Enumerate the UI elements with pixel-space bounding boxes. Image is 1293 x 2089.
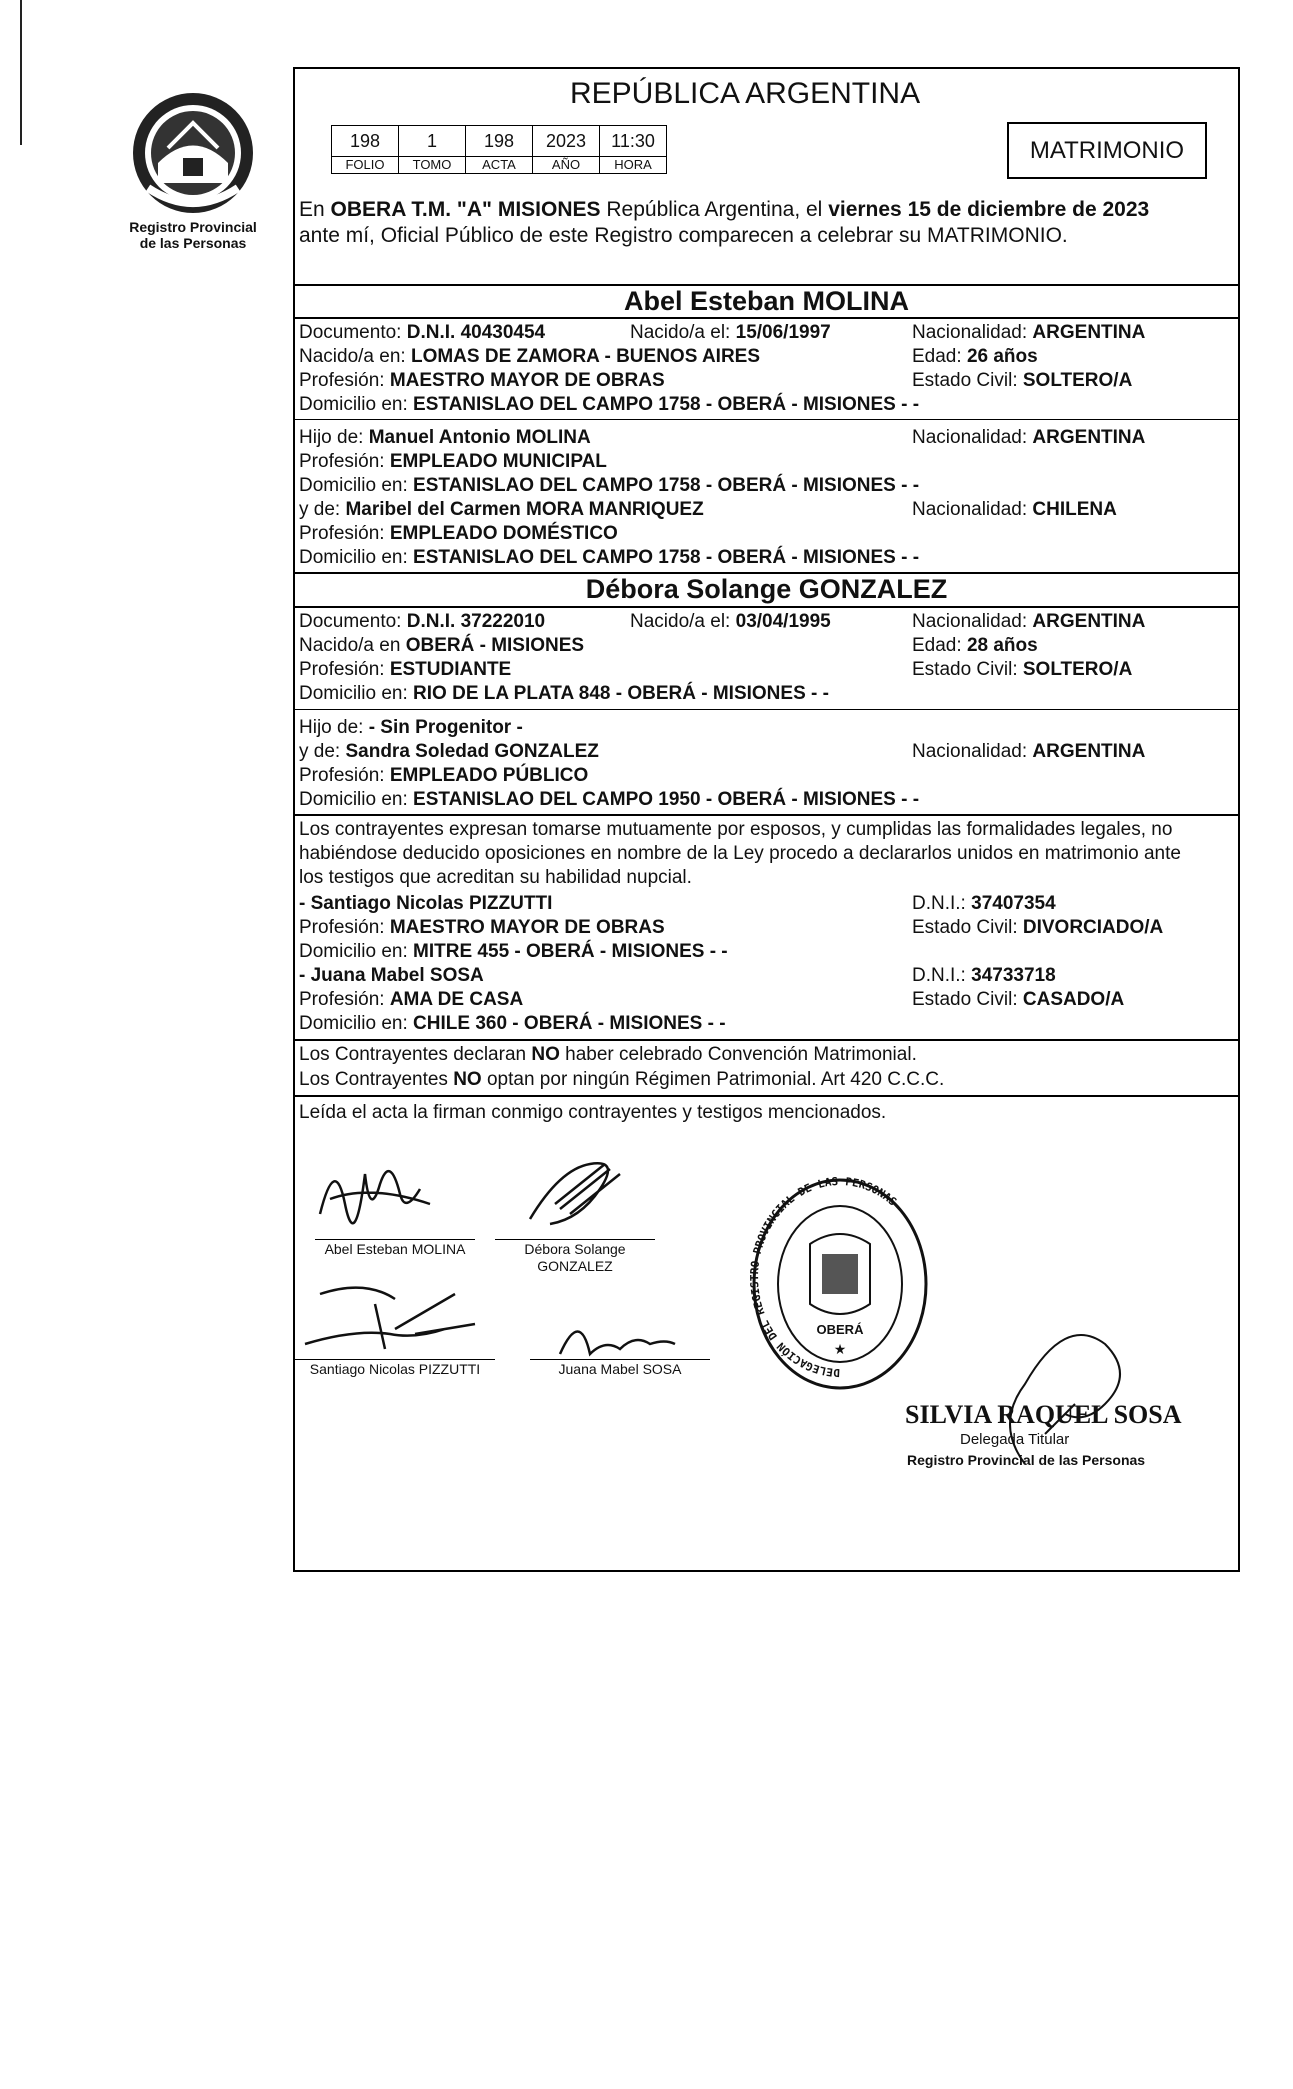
official-name: SILVIA RAQUEL SOSA [905, 1400, 1182, 1429]
witness1-dni: D.N.I.: 37407354 [912, 893, 1056, 914]
spouse1-civil: Estado Civil: SOLTERO/A [912, 370, 1133, 391]
witness2-prof: Profesión: AMA DE CASA [299, 989, 524, 1010]
spouse1-mother-dom: Domicilio en: ESTANISLAO DEL CAMPO 1758 - OBERÁ - MISIONES - - [299, 547, 920, 568]
signature-line [295, 1359, 495, 1360]
spouse1-doc: Documento: D.N.I. 40430454 [299, 322, 546, 343]
divider [295, 1095, 1238, 1097]
tomo-label: TOMO [399, 157, 466, 174]
signature-line [495, 1239, 655, 1240]
declaration-line-3: los testigos que acreditan su habilidad nupcial. [299, 867, 692, 888]
signature-label-witness1: Santiago Nicolas PIZZUTTI [309, 1361, 481, 1377]
intro-text-a: En [299, 198, 331, 221]
hora-label: HORA [600, 157, 667, 174]
folio-label: FOLIO [332, 157, 399, 174]
spouse2-birthplace: Nacido/a en OBERÁ - MISIONES [299, 635, 585, 656]
spouse2-mother: y de: Sandra Soledad GONZALEZ [299, 741, 599, 762]
registry-table [331, 125, 667, 174]
spouse2-prof: Profesión: ESTUDIANTE [299, 659, 512, 680]
spouse1-name: Abel Esteban MOLINA [623, 286, 910, 316]
convention-line-1: Los Contrayentes declaran NO haber celebrado Convención Matrimonial. [299, 1044, 917, 1065]
spouse2-civil: Estado Civil: SOLTERO/A [912, 659, 1133, 680]
spouse1-mother-nat: Nacionalidad: CHILENA [912, 499, 1117, 520]
signature-spouse2-icon [520, 1149, 640, 1239]
spouse1-father-dom: Domicilio en: ESTANISLAO DEL CAMPO 1758 - OBERÁ - MISIONES - - [299, 475, 920, 496]
witness2-civil: Estado Civil: CASADO/A [912, 989, 1125, 1010]
anio-label: AÑO [533, 157, 600, 174]
star-icon: ★ [833, 1341, 847, 1357]
certificate-frame [293, 67, 1240, 1572]
convention-line-2: Los Contrayentes NO optan por ningún Régimen Patrimonial. Art 420 C.C.C. [299, 1069, 945, 1090]
spouse1-age: Edad: 26 años [912, 346, 1038, 367]
divider [295, 1039, 1238, 1041]
intro-line-2 [299, 223, 1068, 249]
country-title: REPÚBLICA ARGENTINA [570, 77, 921, 110]
divider [295, 709, 1238, 710]
intro-place: OBERA T.M. "A" MISIONES [330, 198, 601, 221]
logo-caption [112, 219, 274, 251]
spouse2-born: Nacido/a el: 03/04/1995 [630, 611, 831, 632]
spouse2-dom: Domicilio en: RIO DE LA PLATA 848 - OBERÁ - MISIONES - - [299, 683, 829, 704]
act-type: MATRIMONIO [1029, 137, 1185, 164]
spouse1-prof: Profesión: MAESTRO MAYOR DE OBRAS [299, 370, 665, 391]
spouse1-father-prof: Profesión: EMPLEADO MUNICIPAL [299, 451, 607, 472]
acta-label: ACTA [466, 157, 533, 174]
official-title: Delegada Titular [960, 1431, 1070, 1448]
spouse1-mother-prof: Profesión: EMPLEADO DOMÉSTICO [299, 523, 618, 544]
witness2-name: - Juana Mabel SOSA [299, 965, 484, 986]
witness1-name: - Santiago Nicolas PIZZUTTI [299, 893, 553, 914]
spouse2-mother-dom: Domicilio en: ESTANISLAO DEL CAMPO 1950 - OBERÁ - MISIONES - - [299, 789, 920, 810]
signature-witness1-icon [295, 1274, 495, 1359]
stamp-center-text: OBERÁ [816, 1322, 864, 1337]
stamp-ring-text: DELEGACIÓN DEL REGI PROVINCIAL DE LAS PERSONAS [750, 1174, 900, 1380]
spouse1-dom: Domicilio en: ESTANISLAO DEL CAMPO 1758 - OBERÁ - MISIONES - - [299, 394, 920, 415]
witness1-prof: Profesión: MAESTRO MAYOR DE OBRAS [299, 917, 665, 938]
folio-value: 198 [332, 126, 399, 157]
logo-caption-line1: Registro Provincial [129, 219, 257, 235]
tomo-value: 1 [399, 126, 466, 157]
registry-logo [128, 88, 258, 218]
intro-text-b: República Argentina, el [600, 198, 829, 221]
witness2-dni: D.N.I.: 34733718 [912, 965, 1056, 986]
spouse2-mother-prof: Profesión: EMPLEADO PÚBLICO [299, 765, 589, 786]
spouse1-father: Hijo de: Manuel Antonio MOLINA [299, 427, 591, 448]
signature-label-witness2: Juana Mabel SOSA [558, 1361, 682, 1377]
signature-label-spouse2: Débora Solange GONZALEZ [524, 1241, 626, 1274]
spouse1-father-nat: Nacionalidad: ARGENTINA [912, 427, 1146, 448]
signature-witness2-icon [550, 1304, 700, 1364]
declaration-line-2: habiéndose deducido oposiciones en nombre de la Ley procedo a declararlos unidos en matrimonio ante [299, 843, 1181, 864]
signature-line [315, 1239, 475, 1240]
signature-spouse1-icon [310, 1144, 450, 1234]
witness2-dom: Domicilio en: CHILE 360 - OBERÁ - MISIONES - - [299, 1013, 726, 1034]
spouse2-father: Hijo de: - Sin Progenitor - [299, 717, 523, 738]
anio-value: 2023 [533, 126, 600, 157]
signature-line [530, 1359, 710, 1360]
hora-value: 11:30 [600, 126, 667, 157]
spouse1-birthplace: Nacido/a en: LOMAS DE ZAMORA - BUENOS AIRES [299, 346, 761, 367]
acta-value: 198 [466, 126, 533, 157]
spouse1-mother: y de: Maribel del Carmen MORA MANRIQUEZ [299, 499, 704, 520]
divider [295, 317, 1238, 319]
spouse2-mother-nat: Nacionalidad: ARGENTINA [912, 741, 1146, 762]
spouse1-born: Nacido/a el: 15/06/1997 [630, 322, 831, 343]
divider [295, 814, 1238, 816]
spouse2-name: Débora Solange GONZALEZ [585, 574, 948, 604]
intro-line-1 [299, 197, 1149, 223]
intro-text-c: ante mí, [299, 224, 381, 247]
official-org: Registro Provincial de las Personas [907, 1452, 1146, 1468]
spouse2-doc: Documento: D.N.I. 37222010 [299, 611, 546, 632]
divider [295, 419, 1238, 420]
spouse1-nat: Nacionalidad: ARGENTINA [912, 322, 1146, 343]
margin-line [20, 0, 22, 145]
intro-date: viernes 15 de diciembre de 2023 [828, 198, 1150, 221]
official-stamp [750, 1174, 930, 1394]
intro-text-d: Oficial Público de este Registro comparecen a celebrar su MATRIMONIO. [380, 224, 1068, 247]
divider [295, 606, 1238, 608]
witness1-dom: Domicilio en: MITRE 455 - OBERÁ - MISIONES - - [299, 941, 728, 962]
spouse2-nat: Nacionalidad: ARGENTINA [912, 611, 1146, 632]
coat-of-arms-icon [128, 88, 258, 218]
witness1-civil: Estado Civil: DIVORCIADO/A [912, 917, 1164, 938]
signature-label-spouse1: Abel Esteban MOLINA [324, 1241, 466, 1257]
closing-text: Leída el acta la firman conmigo contrayentes y testigos mencionados. [299, 1102, 887, 1123]
logo-caption-line2: de las Personas [139, 235, 247, 251]
spouse2-age: Edad: 28 años [912, 635, 1038, 656]
act-type-box [1007, 122, 1207, 179]
declaration-line-1: Los contrayentes expresan tomarse mutuamente por esposos, y cumplidas las formalidades legales, no [299, 819, 1173, 840]
